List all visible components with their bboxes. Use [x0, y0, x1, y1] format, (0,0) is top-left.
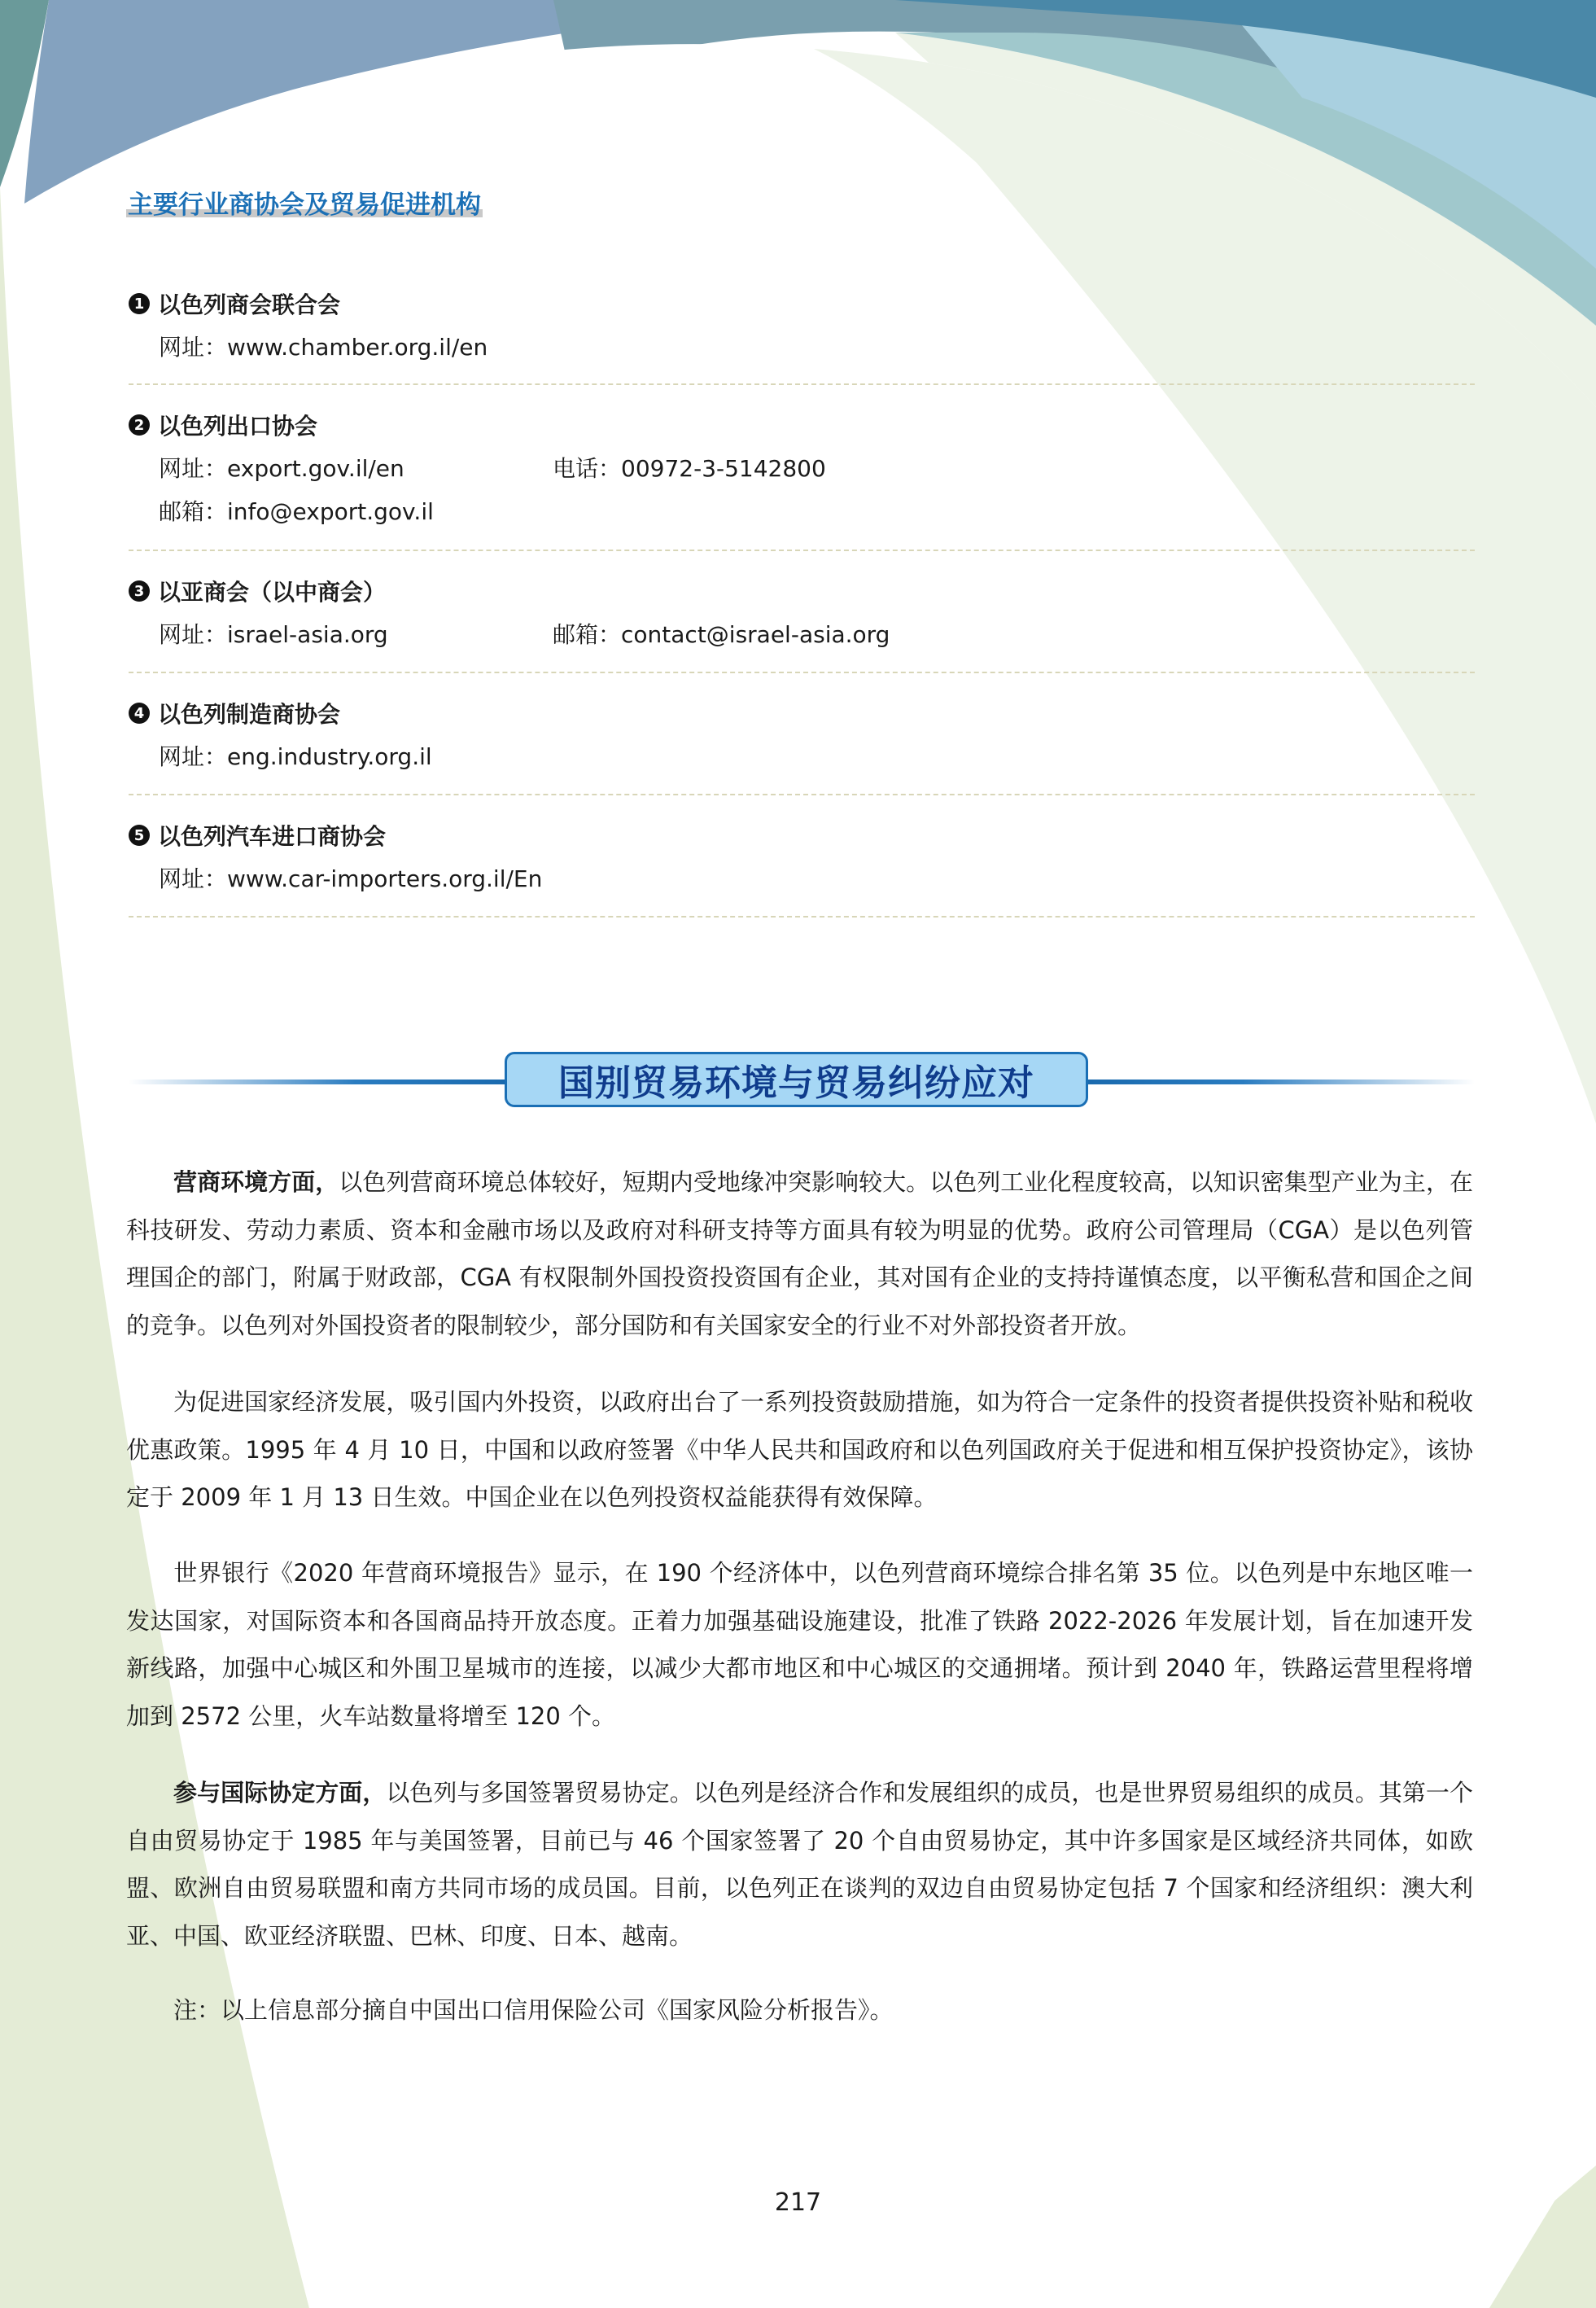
field-label: 网址：: [159, 743, 228, 770]
body-paragraph: [126, 1769, 1473, 1960]
body-paragraph: [126, 1378, 1473, 1522]
org-name: 以色列制造商协会: [158, 701, 341, 728]
org-contact-line: [159, 494, 1475, 527]
website-link[interactable]: export.gov.il/en: [227, 455, 404, 482]
body-paragraph: [126, 1549, 1473, 1740]
org-heading: [129, 575, 1475, 607]
website-link[interactable]: www.chamber.org.il/en: [227, 334, 488, 361]
dashed-separator: [129, 916, 1475, 918]
field-label: 网址：: [159, 621, 228, 648]
number-badge-icon: 5: [129, 825, 150, 846]
website-field: [159, 451, 553, 484]
field-label: 网址：: [159, 865, 228, 892]
dashed-separator: [129, 383, 1475, 385]
field-label: 邮箱：: [553, 621, 622, 648]
paragraph-text: 世界银行《2020 年营商环境报告》显示，在 190 个经济体中，以色列营商环境综合排名第 35 位。以色列是中东地区唯一发达国家，对国际资本和各国商品持开放态度。正着力加强基础设施建设，批准了铁路 2022-2026 年发展计划，旨在加速开发新线路，加强中心城区和外围卫星城市的连接，以减少大都市地区和中心城区的交通拥堵。预计到 2040 年，铁路运营里程将增加到 2572 公里，火车站数量将增至 120 个。: [126, 1559, 1473, 1730]
section-subtitle: 主要行业商协会及贸易促进机构: [128, 191, 481, 220]
org-name: 以色列商会联合会: [158, 291, 341, 318]
number-badge-icon: 1: [129, 293, 150, 314]
field-label: 网址：: [159, 455, 228, 482]
paragraph-lead: 营商环境方面，: [173, 1168, 339, 1196]
org-contact-line: [159, 617, 1475, 650]
dashed-separator: [129, 550, 1475, 551]
field-label: 网址：: [159, 334, 228, 361]
website-link[interactable]: www.car-importers.org.il/En: [227, 865, 543, 892]
org-name: 以色列出口协会: [158, 413, 318, 440]
org-contact-line: [159, 739, 1475, 772]
org-entry: [129, 287, 1475, 362]
org-heading: [129, 287, 1475, 320]
field-label: 电话：: [553, 455, 622, 482]
dashed-separator: [129, 672, 1475, 673]
org-contact-line: [159, 861, 1475, 894]
banner-line-left: [129, 1080, 507, 1084]
email-link[interactable]: contact@israel-asia.org: [621, 621, 890, 648]
org-heading: [129, 697, 1475, 729]
org-contact-line: [159, 451, 1475, 484]
website-field: [159, 739, 553, 772]
email-link[interactable]: info@export.gov.il: [227, 498, 434, 525]
org-entry: [129, 697, 1475, 772]
section-title: 国别贸易环境与贸易纠纷应对: [558, 1062, 1034, 1104]
email-field: [553, 617, 890, 650]
paragraph-lead: 参与国际协定方面，: [173, 1779, 387, 1807]
body-paragraph: [126, 1158, 1473, 1349]
website-field: [159, 330, 553, 362]
website-field: [159, 617, 553, 650]
org-contact-line: [159, 330, 1475, 362]
phone-field: [553, 451, 826, 484]
number-badge-icon: 4: [129, 703, 150, 724]
website-link[interactable]: israel-asia.org: [227, 621, 388, 648]
phone-number: 00972-3-5142800: [621, 455, 826, 482]
email-field: [159, 494, 553, 527]
website-field: [159, 861, 553, 894]
page-number: 217: [774, 2188, 822, 2217]
paragraph-text: 为促进国家经济发展，吸引国内外投资，以政府出台了一系列投资鼓励措施，如为符合一定条件的投资者提供投资补贴和税收优惠政策。1995 年 4 月 10 日，中国和以政府签署《中华人民共和国政府和以色列国政府关于促进和相互保护投资协定》，该协定于 2009 年 1 月 13 日生效。中国企业在以色列投资权益能获得有效保障。: [126, 1388, 1473, 1511]
org-heading: [129, 819, 1475, 852]
field-label: 邮箱：: [159, 498, 228, 525]
org-entry: [129, 819, 1475, 894]
source-note: [126, 1986, 1473, 2034]
org-name: 以色列汽车进口商协会: [158, 823, 387, 850]
dashed-separator: [129, 794, 1475, 795]
org-heading: [129, 409, 1475, 441]
banner-line-right: [1088, 1080, 1475, 1084]
website-link[interactable]: eng.industry.org.il: [227, 743, 432, 770]
banner-box: [505, 1052, 1088, 1107]
paragraph-text: 以色列营商环境总体较好，短期内受地缘冲突影响较大。以色列工业化程度较高，以知识密集型产业为主，在科技研发、劳动力素质、资本和金融市场以及政府对科研支持等方面具有较为明显的优势。政府公司管理局（CGA）是以色列管理国企的部门，附属于财政部，CGA 有权限制外国投资投资国有企业，其对国有企业的支持持谨慎态度，以平衡私营和国企之间的竞争。以色列对外国投资者的限制较少，部分国防和有关国家安全的行业不对外部投资者开放。: [126, 1168, 1473, 1339]
note-text: 注：以上信息部分摘自中国出口信用保险公司《国家风险分析报告》。: [173, 1996, 894, 2024]
org-entry: [129, 409, 1475, 527]
number-badge-icon: 3: [129, 580, 150, 602]
number-badge-icon: 2: [129, 414, 150, 436]
org-entry: [129, 575, 1475, 650]
section-banner: [129, 1052, 1475, 1112]
org-name: 以亚商会（以中商会）: [158, 579, 387, 606]
paragraph-text: 以色列与多国签署贸易协定。以色列是经济合作和发展组织的成员，也是世界贸易组织的成员。其第一个自由贸易协定于 1985 年与美国签署，目前已与 46 个国家签署了 20 个自由贸易协定，其中许多国家是区域经济共同体，如欧盟、欧洲自由贸易联盟和南方共同市场的成员国。目前，以色列正在谈判的双边自由贸易协定包括 7 个国家和经济组织：澳大利亚、中国、欧亚经济联盟、巴林、印度、日本、越南。: [126, 1779, 1473, 1950]
